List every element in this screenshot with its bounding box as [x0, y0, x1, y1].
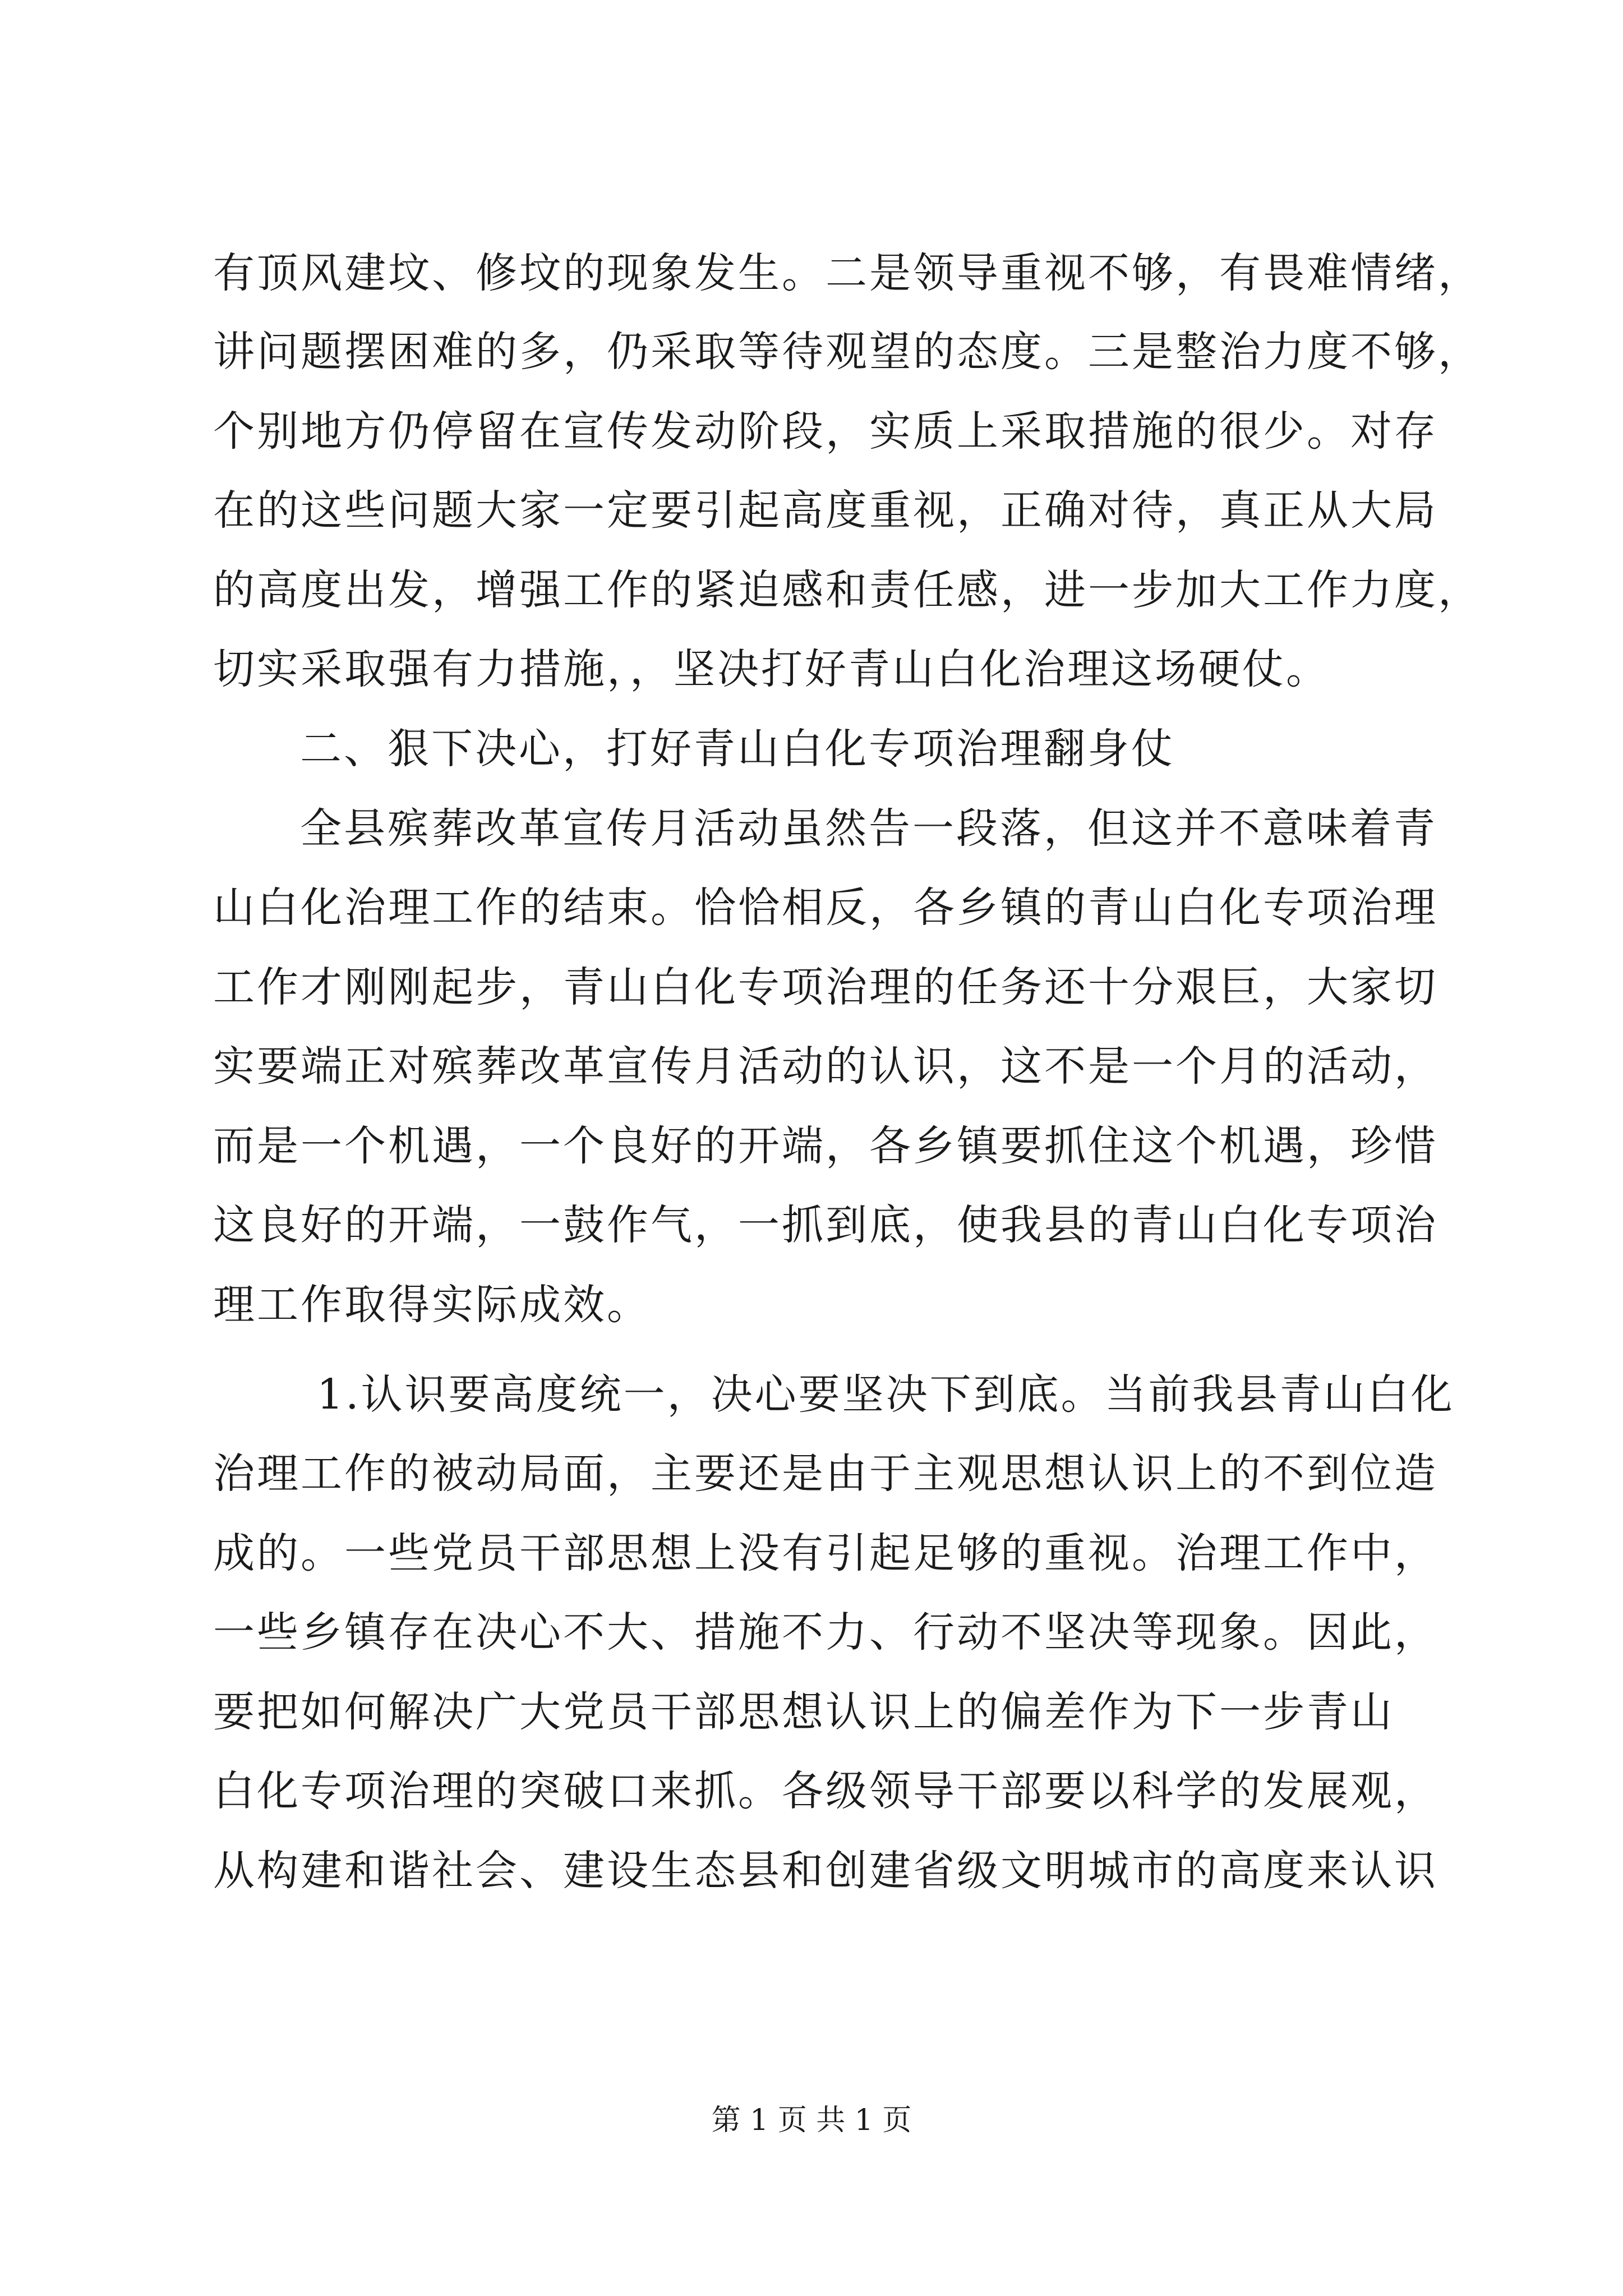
text-line: 在的这些问题大家一定要引起高度重视，正确对待，真正从大局 [213, 486, 1438, 535]
page-footer: 第 1 页 共 1 页 [711, 2104, 912, 2137]
text-line: 1.认识要高度统一，决心要坚决下到底。当前我县青山白化 [317, 1370, 1455, 1419]
text-line: 从构建和谐社会、建设生态县和创建省级文明城市的高度来认识 [213, 1847, 1438, 1895]
text-line: 一些乡镇存在决心不大、措施不力、行动不坚决等现象。因此， [213, 1608, 1438, 1657]
text-line: 工作才刚刚起步，青山白化专项治理的任务还十分艰巨，大家切 [213, 963, 1438, 1011]
text-line: 的高度出发，增强工作的紧迫感和责任感，进一步加大工作力度， [213, 566, 1482, 614]
text-line: 理工作取得实际成效。 [213, 1281, 651, 1329]
section-heading: 二、狠下决心，打好青山白化专项治理翻身仗 [300, 725, 1175, 773]
text-line: 治理工作的被动局面，主要还是由于主观思想认识上的不到位造 [213, 1450, 1438, 1498]
text-line: 白化专项治理的突破口来抓。各级领导干部要以科学的发展观， [213, 1767, 1438, 1815]
text-line: 有顶风建坟、修坟的现象发生。二是领导重视不够，有畏难情绪， [213, 249, 1482, 297]
text-line: 切实采取强有力措施，，坚决打好青山白化治理这场硬仗。 [213, 645, 1330, 693]
text-line: 这良好的开端，一鼓作气，一抓到底，使我县的青山白化专项治 [213, 1201, 1438, 1249]
text-line: 成的。一些党员干部思想上没有引起足够的重视。治理工作中， [213, 1529, 1438, 1577]
text-line: 山白化治理工作的结束。恰恰相反，各乡镇的青山白化专项治理 [213, 884, 1438, 932]
text-line: 实要端正对殡葬改革宣传月活动的认识，这不是一个月的活动， [213, 1042, 1438, 1091]
text-line: 讲问题摆困难的多，仍采取等待观望的态度。三是整治力度不够， [213, 328, 1482, 376]
text-line: 全县殡葬改革宣传月活动虽然告一段落，但这并不意味着青 [300, 804, 1437, 853]
text-line: 要把如何解决广大党员干部思想认识上的偏差作为下一步青山 [213, 1688, 1394, 1736]
text-line: 个别地方仍停留在宣传发动阶段，实质上采取措施的很少。对存 [213, 407, 1438, 455]
text-line: 而是一个机遇，一个良好的开端，各乡镇要抓住这个机遇，珍惜 [213, 1122, 1438, 1170]
